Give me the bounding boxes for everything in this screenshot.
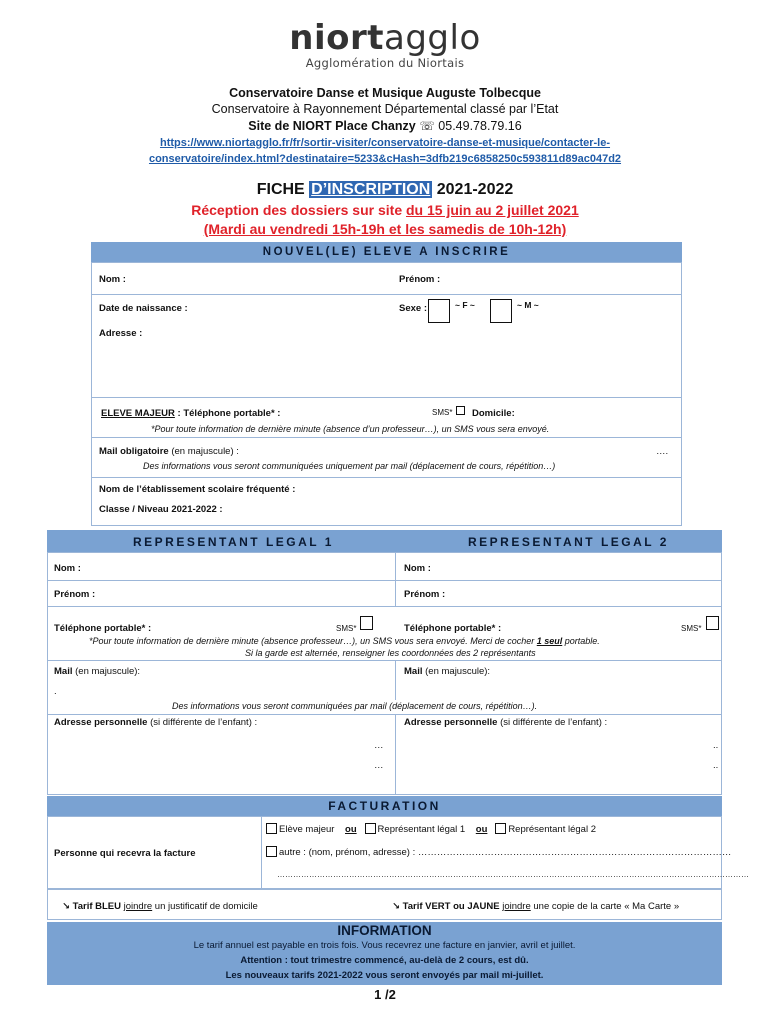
eleve-majeur-phone-label [101, 408, 280, 419]
logo-brand-light: agglo [384, 18, 481, 58]
rep-sms-note [89, 636, 600, 646]
sexe-m-checkbox[interactable] [490, 299, 512, 323]
rep1-adresse-label [54, 717, 257, 728]
tarif-bleu-rest: un justificatif de domicile [152, 901, 258, 912]
tarif-vert-joindre: joindre [502, 901, 531, 912]
eleve-majeur-label: ELEVE MAJEUR [101, 408, 175, 419]
facturation-rep1-checkbox[interactable] [365, 823, 376, 834]
logo-brand-bold: niort [289, 18, 384, 58]
site-phone: ☏ 05.49.78.79.16 [419, 119, 522, 133]
mail-obligatoire: Mail obligatoire [99, 446, 169, 457]
rep-garde-note: Si la garde est alternée, renseigner les coordonnées des 2 représentants [245, 648, 536, 658]
etablissement-label: Nom de l’établissement scolaire fréquenté : [99, 484, 296, 495]
rep1-sms-label: SMS* [336, 624, 357, 633]
eleve-adresse-label: Adresse : [99, 328, 143, 339]
rep1-mail-bold: Mail [54, 666, 73, 677]
facturation-autre-label: autre : (nom, prénom, adresse) : ……………………………………………………………………………………… [279, 847, 732, 858]
reception-dates: du 15 juin au 2 juillet 2021 [406, 202, 579, 218]
sexe-m-label: ~ M ~ [517, 300, 539, 310]
contact-link[interactable] [0, 135, 770, 167]
eleve-heading: NOUVEL(LE) ELEVE A INSCRIRE [91, 242, 682, 262]
divider [395, 552, 396, 606]
divider [91, 294, 682, 295]
facturation-eleve-checkbox[interactable] [266, 823, 277, 834]
rep2-mail-bold: Mail [404, 666, 423, 677]
facturation-autre-checkbox[interactable] [266, 846, 277, 857]
rep1-adresse-dots: … [374, 760, 384, 771]
mail-rest: (en majuscule) : [168, 446, 239, 457]
title-post: 2021-2022 [432, 181, 514, 198]
reception-line2: (Mardi au vendredi 15h-19h et les samedis de 10h-12h) [203, 221, 567, 237]
site-line [0, 118, 770, 133]
rep1-tel-label: Téléphone portable* : [54, 623, 152, 634]
eleve-mail-label [99, 446, 239, 457]
tarif-bleu-bold: Tarif BLEU [72, 901, 121, 912]
rep-mail-note: Des informations vous seront communiquées par mail (déplacement de cours, répétition…). [172, 701, 538, 711]
representant1-heading: REPRESENTANT LEGAL 1 [133, 535, 334, 549]
sexe-f-checkbox[interactable] [428, 299, 450, 323]
eleve-nom-label: Nom : [99, 274, 126, 285]
eleve-sexe-label: Sexe : [399, 303, 427, 314]
rep1-adresse-dots: … [374, 740, 384, 751]
eleve-sms-label: SMS* [432, 408, 453, 417]
tarif-vert [392, 901, 679, 912]
representants-box [47, 552, 722, 795]
tarif-vert-rest: une copie de la carte « Ma Carte » [530, 901, 680, 912]
eleve-domicile-label: Domicile: [472, 408, 515, 419]
facturation-ou: ou [475, 824, 488, 835]
divider [91, 397, 682, 398]
divider [395, 714, 396, 795]
information-line1: Le tarif annuel est payable en trois fois. Vous recevrez une facture en janvier, avril et juillet. [193, 940, 576, 951]
rep2-tel-label: Téléphone portable* : [404, 623, 502, 634]
rep2-adresse-dots: .. [713, 740, 719, 751]
divider [47, 660, 722, 661]
eleve-mail-note: Des informations vous seront communiquées uniquement par mail (déplacement de cours, répétition…) [143, 461, 556, 471]
divider [91, 437, 682, 438]
rep2-sms-label: SMS* [681, 624, 702, 633]
rep1-prenom-label: Prénom : [54, 589, 96, 600]
tarif-bleu-joindre: joindre [123, 901, 153, 912]
rep2-sms-checkbox[interactable] [706, 616, 719, 630]
rep1-mail-label [54, 666, 140, 677]
eleve-date-naissance-label: Date de naissance : [99, 303, 188, 314]
rep1-mail-rest: (en majuscule): [72, 666, 141, 677]
title-pre: FICHE [256, 181, 310, 198]
rep2-mail-rest: (en majuscule): [422, 666, 491, 677]
facturation-ou: ou [345, 824, 357, 835]
divider [91, 477, 682, 478]
representant2-heading: REPRESENTANT LEGAL 2 [468, 535, 669, 549]
contact-link-line2[interactable]: conservatoire/index.html?destinataire=5233&cHash=3dfb219c6858250c593811d89ac047d2 [148, 153, 622, 165]
facturation-autre [266, 846, 731, 858]
rep2-prenom-label: Prénom : [404, 589, 446, 600]
facturation-heading: FACTURATION [47, 796, 722, 816]
rep1-adresse-rest: (si différente de l’enfant) : [147, 717, 258, 728]
rep1-sms-checkbox[interactable] [360, 616, 373, 630]
divider [47, 606, 722, 607]
facturation-rep2-checkbox[interactable] [495, 823, 506, 834]
conservatoire-name: Conservatoire Danse et Musique Auguste Tolbecque [229, 86, 541, 100]
divider [261, 816, 262, 889]
page-title [0, 181, 770, 199]
information-line2: Attention : tout trimestre commencé, au-delà de 2 cours, est dû. [240, 955, 529, 966]
rep2-mail-label [404, 666, 490, 677]
title-highlight: D’INSCRIPTION [311, 181, 431, 198]
information-line3: Les nouveaux tarifs 2021-2022 vous seront envoyés par mail mi-juillet. [225, 970, 544, 981]
logo-brand [0, 20, 770, 56]
eleve-sms-note: *Pour toute information de dernière minute (absence d’un professeur…), un SMS vous sera envoyé. [151, 424, 550, 434]
reception-line1 [0, 202, 770, 218]
facturation-eleve-label: Elève majeur [279, 824, 335, 835]
divider [47, 714, 722, 715]
note1-post: portable. [562, 636, 600, 646]
facturation-personne-label: Personne qui recevra la facture [54, 848, 196, 859]
rep1-nom-label: Nom : [54, 563, 81, 574]
rep2-nom-label: Nom : [404, 563, 431, 574]
rep1-adresse-bold: Adresse personnelle [54, 717, 148, 728]
facturation-choices [266, 823, 596, 835]
contact-link-line1[interactable]: https://www.niortagglo.fr/fr/sortir-visiter/conservatoire-danse-et-musique/contacter-le- [159, 137, 611, 149]
logo [0, 20, 770, 70]
information-box [47, 922, 722, 985]
rep1-mail-dot: . [54, 686, 57, 697]
facturation-rep1-label: Représentant légal 1 [377, 824, 466, 835]
rep2-adresse-bold: Adresse personnelle [404, 717, 498, 728]
eleve-mail-dots: …. [656, 446, 669, 457]
note1-pre: *Pour toute information de dernière minute (absence professeur…), un SMS vous sera envoyé. Merci de cocher [89, 636, 537, 646]
eleve-prenom-label: Prénom : [399, 274, 441, 285]
divider [395, 660, 396, 700]
divider [47, 580, 722, 581]
rep2-adresse-dots: .. [713, 760, 719, 771]
tarif-bleu [62, 901, 258, 912]
arrow-down-right-icon: ↘ [392, 901, 400, 912]
tel-portable-label: : Téléphone portable* : [174, 408, 281, 419]
eleve-sms-checkbox[interactable] [456, 405, 467, 416]
facturation-dotline: …………………………………………………………………………………………………………………………………………………………… [277, 870, 749, 879]
note1-bold: 1 seul [536, 636, 563, 646]
arrow-down-right-icon: ↘ [62, 901, 70, 912]
logo-subtitle: Agglomération du Niortais [305, 56, 465, 70]
rep2-adresse-label [404, 717, 607, 728]
sexe-f-label: ~ F ~ [455, 300, 475, 310]
information-heading: INFORMATION [337, 923, 432, 938]
conservatoire-status: Conservatoire à Rayonnement Départemental classé par l’Etat [211, 102, 559, 116]
rep2-adresse-rest: (si différente de l’enfant) : [497, 717, 608, 728]
reception-pre: Réception des dossiers sur site [191, 202, 406, 218]
facturation-rep2-label: Représentant légal 2 [508, 824, 596, 835]
site-name: Site de NIORT Place Chanzy [248, 119, 416, 133]
page-number: 1 /2 [374, 987, 396, 1002]
tarif-vert-bold: Tarif VERT ou JAUNE [402, 901, 500, 912]
classe-label: Classe / Niveau 2021-2022 : [99, 504, 223, 515]
